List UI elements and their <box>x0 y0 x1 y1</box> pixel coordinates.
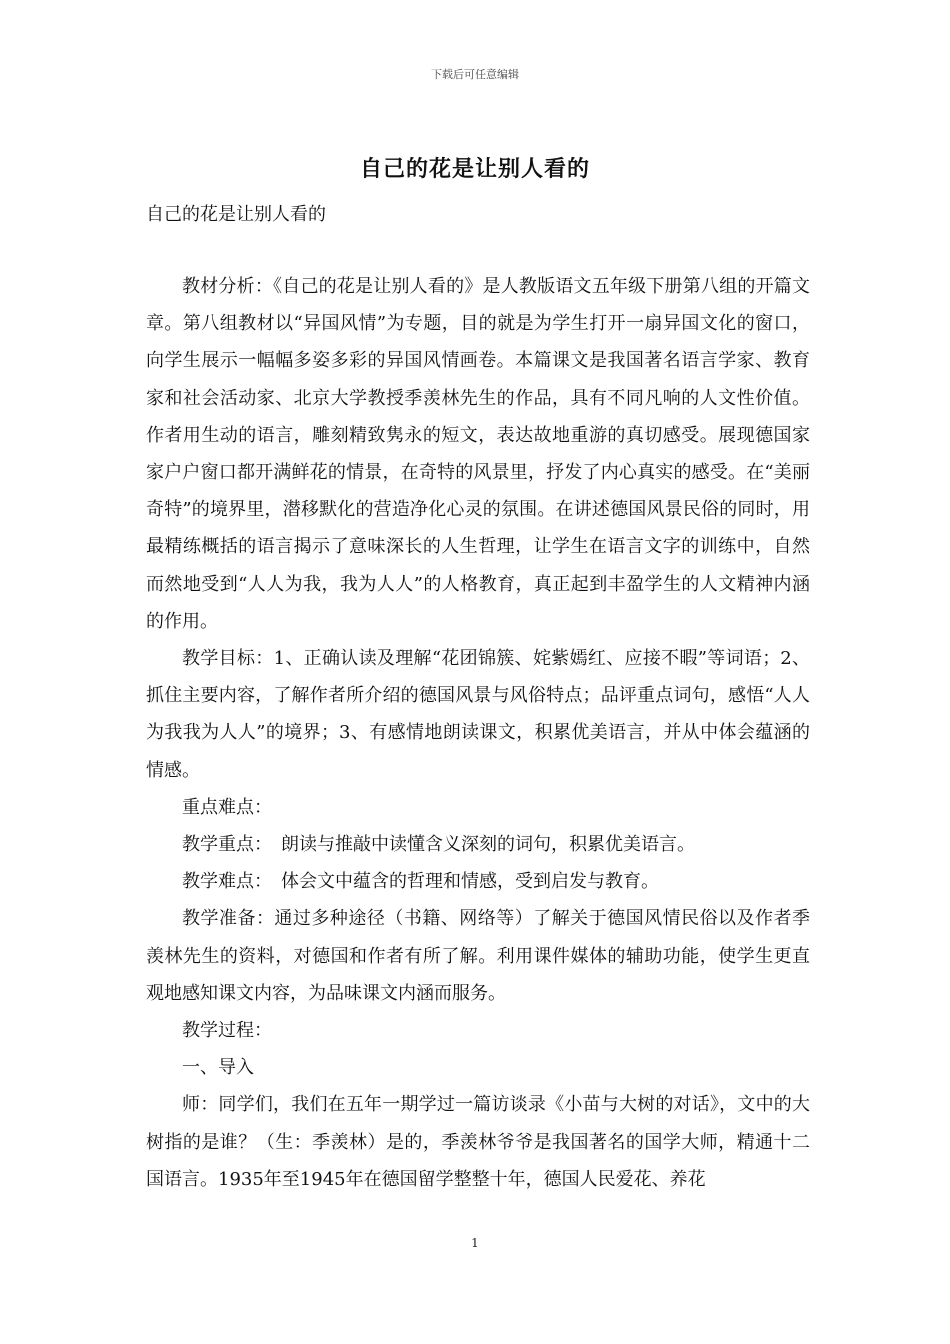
paragraph-analysis: 教材分析：《自己的花是让别人看的》是人教版语文五年级下册第八组的开篇文章。第八组教材以“异国风情”为专题，目的就是为学生打开一扇异国文化的窗口，向学生展示一幅幅多姿多彩的异国风情画卷。本篇课文是我国著名语言学家、教育家和社会活动家、北京大学教授季羡林先生的作品，具有不同凡响的人文性价值。作者用生动的语言，雕刻精致隽永的短文，表达故地重游的真切感受。展现德国家家户户窗口都开满鲜花的情景，在奇特的风景里，抒发了内心真实的感受。在“美丽奇特”的境界里，潜移默化的营造净化心灵的氛围。在讲述德国风景民俗的同时，用最精练概括的语言揭示了意味深长的人生哲理，让学生在语言文字的训练中，自然而然地受到“人人为我，我为人人”的人格教育，真正起到丰盈学生的人文精神内涵的作用。 <box>146 276 810 632</box>
paragraph-section-intro: 一、导入 <box>182 1057 254 1079</box>
paragraph-difficulty: 教学难点： 体会文中蕴含的哲理和情感，受到启发与教育。 <box>182 871 659 893</box>
paragraph-goals: 教学目标：1、正确认读及理解“花团锦簇、姹紫嫣红、应接不暇”等词语；2、抓住主要内容，了解作者所介绍的德国风景与风俗特点；品评重点词句，感悟“人人为我我为人人”的境界；3、有感情地朗读课文，积累优美语言，并从中体会蕴涵的情感。 <box>146 648 810 781</box>
document-title: 自己的花是让别人看的 <box>359 156 590 182</box>
page-header: 下载后可任意编辑 <box>431 68 519 81</box>
paragraph-key-point: 教学重点： 朗读与推敲中读懂含义深刻的词句，积累优美语言。 <box>182 834 695 856</box>
paragraph-preparation: 教学准备：通过多种途径（书籍、网络等）了解关于德国风情民俗以及作者季羡林先生的资料，对德国和作者有所了解。利用课件媒体的辅助功能，使学生更直观地感知课文内容，为品味课文内涵而服务。 <box>146 908 810 1004</box>
paragraph-teacher-speech: 师：同学们，我们在五年一期学过一篇访谈录《小苗与大树的对话》，文中的大树指的是谁？（生：季羡林）是的，季羡林爷爷是我国著名的国学大师，精通十二国语言。1935年至1945年在德国留学整整十年，德国人民爱花、养花 <box>146 1094 810 1190</box>
paragraph-key-points-heading: 重点难点： <box>182 796 272 818</box>
paragraph-process-heading: 教学过程： <box>182 1020 272 1042</box>
page-number: 1 <box>471 1236 479 1250</box>
document-subtitle: 自己的花是让别人看的 <box>146 204 326 225</box>
document-body <box>146 268 810 1198</box>
